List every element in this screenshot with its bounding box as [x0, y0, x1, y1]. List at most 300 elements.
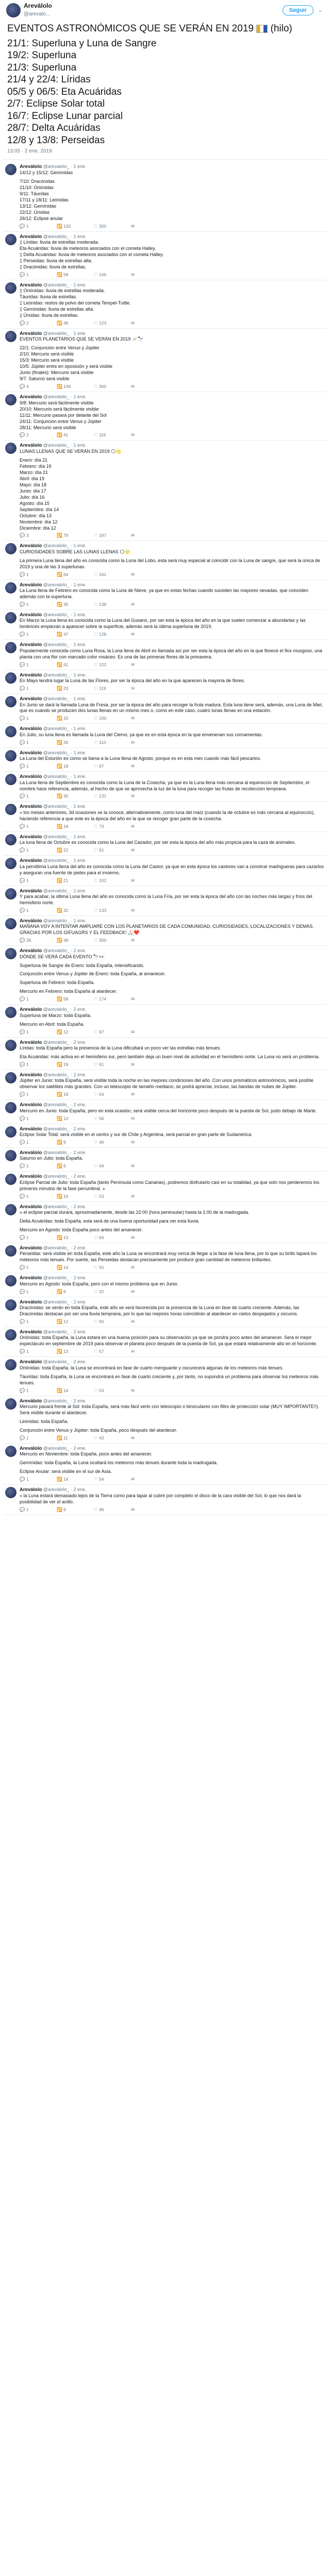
share-icon[interactable]: ✉	[131, 764, 135, 769]
retweet-action[interactable]	[57, 1163, 94, 1169]
retweet-action[interactable]	[57, 1140, 94, 1145]
reply-action[interactable]	[20, 1092, 57, 1097]
like-action[interactable]	[94, 1349, 131, 1354]
reply-icon: 💬	[20, 384, 26, 389]
retweet-action[interactable]	[57, 432, 94, 438]
reply-avatar[interactable]	[5, 696, 16, 707]
reply-avatar[interactable]	[5, 1040, 16, 1051]
reply-avatar[interactable]	[5, 888, 16, 900]
reply-handle-time: @arevalolo_ · 2 ene.	[42, 1398, 87, 1403]
share-icon[interactable]: ✉	[131, 938, 135, 943]
reply-tweet[interactable]	[3, 541, 327, 580]
share-icon[interactable]: ✉	[131, 1265, 135, 1270]
reply-action[interactable]	[20, 793, 57, 799]
author-avatar[interactable]	[6, 3, 21, 18]
like-action[interactable]	[94, 1163, 131, 1169]
like-action[interactable]	[94, 1194, 131, 1199]
reply-action[interactable]	[20, 1319, 57, 1325]
retweet-action[interactable]	[57, 533, 94, 538]
share-icon[interactable]: ✉	[131, 1506, 135, 1512]
reply-action[interactable]	[20, 432, 57, 438]
retweet-action[interactable]	[57, 1289, 94, 1295]
like-action[interactable]	[94, 320, 131, 326]
retweet-action[interactable]	[57, 996, 94, 1002]
retweet-action[interactable]	[57, 572, 94, 578]
reply-tweet[interactable]	[3, 1396, 327, 1444]
retweet-action[interactable]	[57, 938, 94, 943]
reply-tweet[interactable]	[3, 640, 327, 670]
reply-icon: 💬	[20, 602, 26, 607]
retweet-icon: 🔁	[57, 384, 63, 389]
reply-author-name[interactable]: Areválolo	[20, 750, 42, 756]
share-icon[interactable]: ✉	[131, 320, 135, 326]
reply-action[interactable]	[20, 384, 57, 389]
reply-tweet[interactable]	[3, 1070, 327, 1100]
reply-author-name[interactable]: Areválolo	[20, 1204, 42, 1210]
reply-action[interactable]	[20, 1388, 57, 1394]
reply-action[interactable]	[20, 686, 57, 691]
reply-tweet[interactable]	[3, 832, 327, 856]
like-action[interactable]	[94, 848, 131, 853]
reply-count: 2	[26, 432, 29, 438]
reply-avatar[interactable]	[5, 1329, 16, 1341]
like-action[interactable]	[94, 1235, 131, 1241]
retweet-action[interactable]	[57, 686, 94, 691]
reply-text	[20, 756, 324, 762]
reply-author-name[interactable]: Areválolo	[20, 1398, 42, 1404]
retweet-action[interactable]	[57, 908, 94, 913]
reply-author-name[interactable]: Areválolo	[20, 1487, 42, 1493]
reply-action[interactable]	[20, 1477, 57, 1482]
retweet-count: 46	[63, 320, 69, 326]
reply-action[interactable]	[20, 740, 57, 745]
reply-tweet[interactable]	[3, 329, 327, 392]
like-action[interactable]	[94, 878, 131, 884]
reply-author-name[interactable]: Areválolo	[20, 1007, 42, 1013]
share-icon[interactable]: ✉	[131, 1435, 135, 1440]
reply-author-name[interactable]: Areválolo	[20, 834, 42, 840]
like-count: 300	[98, 223, 107, 229]
reply-tweet[interactable]	[3, 1297, 327, 1327]
reply-avatar[interactable]	[5, 1487, 16, 1498]
reply-tweet[interactable]	[3, 1005, 327, 1037]
share-icon[interactable]: ✉	[131, 739, 135, 745]
reply-author-name[interactable]: Areválolo	[20, 804, 42, 810]
reply-text-line: Agosto: día 15	[20, 500, 50, 506]
reply-action[interactable]	[20, 824, 57, 829]
reply-avatar[interactable]	[5, 1126, 16, 1138]
reply-author-name[interactable]: Areválolo	[20, 394, 42, 400]
reply-action[interactable]	[20, 1116, 57, 1122]
share-icon[interactable]: ✉	[131, 1163, 135, 1169]
reply-author-name[interactable]: Areválolo	[20, 543, 42, 549]
reply-tweet[interactable]	[3, 1243, 327, 1273]
reply-text-line: La primera Luna llena del año es conocida como la Luna del Lobo, esta será muy especial al coincidir con la Luna de sangre, que será la única de 2019 y una de las 3 superlunas.	[20, 557, 320, 569]
reply-tweet[interactable]	[3, 1148, 327, 1172]
reply-avatar[interactable]	[5, 282, 16, 294]
like-action[interactable]	[94, 1289, 131, 1295]
like-action[interactable]	[94, 632, 131, 637]
like-action[interactable]	[94, 1388, 131, 1394]
share-icon[interactable]: ✉	[131, 384, 135, 389]
follow-button[interactable]: Seguir	[283, 5, 314, 15]
reply-avatar[interactable]	[5, 394, 16, 405]
share-icon[interactable]: ✉	[131, 793, 135, 799]
share-icon[interactable]: ✉	[131, 571, 135, 577]
reply-action[interactable]	[20, 878, 57, 884]
reply-tweet[interactable]	[3, 1444, 327, 1485]
reply-action[interactable]	[20, 1163, 57, 1169]
retweet-action[interactable]	[57, 272, 94, 278]
retweet-action[interactable]	[57, 1235, 94, 1241]
reply-handle-time: @arevalolo_ · 2 ene.	[42, 1174, 87, 1179]
reply-avatar[interactable]	[5, 672, 16, 684]
share-icon[interactable]: ✉	[131, 1062, 135, 1067]
share-icon[interactable]: ✉	[131, 1289, 135, 1294]
reply-tweet[interactable]	[3, 1124, 327, 1148]
reply-author-name[interactable]: Areválolo	[20, 164, 42, 170]
reply-text-line: 20/10: Mercurio será fácilmente visible	[20, 406, 99, 412]
reply-action[interactable]	[20, 1289, 57, 1295]
reply-author-name[interactable]: Areválolo	[20, 1072, 42, 1078]
reply-meta	[20, 164, 324, 170]
share-icon[interactable]: ✉	[131, 272, 135, 277]
reply-author-name[interactable]: Areválolo	[20, 642, 42, 648]
reply-tweet[interactable]	[3, 1100, 327, 1124]
like-action[interactable]	[94, 272, 131, 278]
reply-action[interactable]	[20, 1235, 57, 1241]
reply-avatar[interactable]	[5, 582, 16, 594]
share-icon[interactable]: ✉	[131, 1319, 135, 1325]
reply-author-name[interactable]: Areválolo	[20, 582, 42, 588]
reply-avatar[interactable]	[5, 443, 16, 454]
reply-tweet[interactable]	[3, 392, 327, 440]
reply-avatar[interactable]	[5, 1072, 16, 1083]
retweet-action[interactable]	[57, 632, 94, 637]
reply-action[interactable]	[20, 1507, 57, 1513]
retweet-action[interactable]	[57, 320, 94, 326]
like-action[interactable]	[94, 602, 131, 607]
retweet-action[interactable]	[57, 1194, 94, 1199]
like-action[interactable]	[94, 1435, 131, 1441]
retweet-action[interactable]	[57, 1477, 94, 1482]
like-icon: ♡	[94, 571, 99, 577]
reply-author-name[interactable]: Areválolo	[20, 858, 42, 864]
reply-handle-time: @arevalolo_ · 2 ene.	[42, 1299, 87, 1304]
reply-text-line: Eclipse Parcial de Julio: toda España (tanto Península como Canarias), podremos disfrutarlo casi en su totalidad, ya que solo nos perderemos los primeros minutos de la fase penumbral. »	[20, 1179, 320, 1191]
like-action[interactable]	[94, 384, 131, 389]
share-icon[interactable]: ✉	[131, 1477, 135, 1482]
share-icon[interactable]: ✉	[131, 1115, 135, 1121]
like-action[interactable]	[94, 824, 131, 829]
reply-avatar[interactable]	[5, 164, 16, 175]
share-icon[interactable]: ✉	[131, 223, 135, 229]
reply-avatar[interactable]	[5, 858, 16, 869]
reply-action[interactable]	[20, 1194, 57, 1199]
reply-meta	[20, 672, 324, 678]
share-icon[interactable]: ✉	[131, 848, 135, 853]
reply-avatar[interactable]	[5, 1398, 16, 1410]
reply-author-name[interactable]: Areválolo	[20, 1039, 42, 1045]
reply-author-name[interactable]: Areválolo	[20, 1245, 42, 1251]
retweet-action[interactable]	[57, 764, 94, 769]
share-icon[interactable]: ✉	[131, 686, 135, 691]
reply-author-name[interactable]: Areválolo	[20, 1126, 42, 1132]
reply-avatar[interactable]	[5, 1007, 16, 1018]
like-action[interactable]	[94, 1029, 131, 1035]
share-icon[interactable]: ✉	[131, 996, 135, 1002]
reply-content	[20, 1150, 324, 1170]
reply-avatar[interactable]	[5, 1204, 16, 1215]
share-icon[interactable]: ✉	[131, 1387, 135, 1393]
reply-action[interactable]	[20, 716, 57, 721]
like-action[interactable]	[94, 740, 131, 745]
share-icon[interactable]: ✉	[131, 602, 135, 607]
retweet-action[interactable]	[57, 1349, 94, 1354]
retweet-action[interactable]	[57, 793, 94, 799]
reply-tweet[interactable]	[3, 280, 327, 329]
retweet-action[interactable]	[57, 740, 94, 745]
reply-action[interactable]	[20, 1435, 57, 1441]
retweet-action[interactable]	[57, 662, 94, 668]
reply-tweet[interactable]	[3, 440, 327, 541]
share-icon[interactable]: ✉	[131, 907, 135, 913]
reply-tweet[interactable]	[3, 1038, 327, 1070]
retweet-action[interactable]	[57, 1388, 94, 1394]
reply-action[interactable]	[20, 1140, 57, 1145]
reply-tweet[interactable]	[3, 1202, 327, 1243]
retweet-action[interactable]	[57, 716, 94, 721]
reply-avatar[interactable]	[5, 1359, 16, 1370]
reply-action[interactable]	[20, 1265, 57, 1270]
reply-text	[20, 924, 324, 936]
author-name-block[interactable]	[24, 3, 283, 18]
reply-action[interactable]	[20, 602, 57, 607]
share-icon[interactable]: ✉	[131, 632, 135, 637]
reply-author-name[interactable]: Areválolo	[20, 1102, 42, 1108]
share-icon[interactable]: ✉	[131, 533, 135, 538]
reply-action[interactable]	[20, 320, 57, 326]
reply-avatar[interactable]	[5, 726, 16, 737]
reply-action[interactable]	[20, 272, 57, 278]
reply-author-name[interactable]: Areválolo	[20, 672, 42, 678]
reply-author-name[interactable]: Areválolo	[20, 726, 42, 732]
like-action[interactable]	[94, 716, 131, 721]
like-action[interactable]	[94, 1507, 131, 1513]
retweet-action[interactable]	[57, 1319, 94, 1325]
reply-avatar[interactable]	[5, 234, 16, 245]
like-count: 54	[98, 1477, 104, 1482]
share-icon[interactable]: ✉	[131, 823, 135, 829]
reply-avatar[interactable]	[5, 804, 16, 815]
reply-avatar[interactable]	[5, 774, 16, 785]
share-icon[interactable]: ✉	[131, 1193, 135, 1199]
reply-author-name[interactable]: Areválolo	[20, 1329, 42, 1335]
reply-handle-time: @arevalolo_ · 1 ene.	[42, 642, 87, 648]
reply-tweet[interactable]	[3, 232, 327, 280]
reply-avatar[interactable]	[5, 1299, 16, 1311]
retweet-action[interactable]	[57, 848, 94, 853]
reply-author-name[interactable]: Areválolo	[20, 443, 42, 449]
like-action[interactable]	[94, 662, 131, 668]
share-icon[interactable]: ✉	[131, 1029, 135, 1035]
reply-author-name[interactable]: Areválolo	[20, 1275, 42, 1281]
chevron-down-icon[interactable]: ⌄	[318, 7, 323, 13]
reply-tweet[interactable]	[3, 856, 327, 886]
reply-avatar[interactable]	[5, 918, 16, 929]
reply-tweet[interactable]	[3, 580, 327, 610]
reply-author-name[interactable]: Areválolo	[20, 331, 42, 337]
retweet-action[interactable]	[57, 602, 94, 607]
reply-action[interactable]	[20, 848, 57, 853]
reply-author-name[interactable]: Areválolo	[20, 888, 42, 894]
reply-author-name[interactable]: Areválolo	[20, 774, 42, 780]
reply-avatar[interactable]	[5, 543, 16, 554]
reply-tweet[interactable]	[3, 162, 327, 231]
reply-tweet[interactable]	[3, 1273, 327, 1297]
reply-avatar[interactable]	[5, 1150, 16, 1161]
retweet-icon: 🔁	[57, 223, 63, 229]
reply-avatar[interactable]	[5, 1102, 16, 1113]
reply-tweet[interactable]	[3, 1172, 327, 1201]
share-icon[interactable]: ✉	[131, 1092, 135, 1097]
reply-author-name[interactable]: Areválolo	[20, 696, 42, 702]
reply-actions	[20, 1092, 324, 1097]
reply-tweet[interactable]	[3, 772, 327, 802]
retweet-action[interactable]	[57, 1029, 94, 1035]
like-action[interactable]	[94, 764, 131, 769]
main-tweet-timestamp[interactable]: 13:05 · 2 ene. 2019	[7, 148, 52, 155]
like-count: 123	[98, 320, 107, 326]
retweet-action[interactable]	[57, 224, 94, 229]
reply-handle-time: @arevalolo_ · 2 ene.	[42, 1359, 87, 1365]
retweet-action[interactable]	[57, 1507, 94, 1513]
like-action[interactable]	[94, 1265, 131, 1270]
reply-tweet[interactable]	[3, 748, 327, 772]
like-count: 300	[98, 384, 107, 389]
reply-action[interactable]	[20, 764, 57, 769]
reply-author-name[interactable]: Areválolo	[20, 948, 42, 954]
reply-action[interactable]	[20, 572, 57, 578]
reply-action[interactable]	[20, 996, 57, 1002]
share-icon[interactable]: ✉	[131, 1235, 135, 1241]
reply-action[interactable]	[20, 938, 57, 943]
like-count: 174	[98, 996, 107, 1002]
like-action[interactable]	[94, 996, 131, 1002]
like-action[interactable]	[94, 938, 131, 943]
reply-count: 1	[26, 1435, 29, 1440]
reply-avatar[interactable]	[5, 1446, 16, 1457]
reply-tweet[interactable]	[3, 946, 327, 1005]
reply-avatar[interactable]	[5, 1245, 16, 1257]
reply-tweet[interactable]	[3, 1357, 327, 1396]
reply-avatar[interactable]	[5, 1275, 16, 1286]
share-icon[interactable]: ✉	[131, 1140, 135, 1145]
reply-author-name[interactable]: Areválolo	[20, 1445, 42, 1451]
retweet-action[interactable]	[57, 1265, 94, 1270]
reply-avatar[interactable]	[5, 331, 16, 342]
like-action[interactable]	[94, 1116, 131, 1122]
reply-action[interactable]	[20, 1029, 57, 1035]
reply-author-name[interactable]: Areválolo	[20, 1359, 42, 1365]
reply-author-name[interactable]: Areválolo	[20, 918, 42, 924]
reply-tweet[interactable]	[3, 916, 327, 946]
reply-action[interactable]	[20, 224, 57, 229]
reply-avatar[interactable]	[5, 750, 16, 761]
reply-avatar[interactable]	[5, 834, 16, 845]
reply-actions	[20, 632, 324, 637]
like-count: 138	[98, 602, 107, 607]
reply-tweet[interactable]	[3, 670, 327, 694]
reply-author-name[interactable]: Areválolo	[20, 282, 42, 288]
reply-author-name[interactable]: Areválolo	[20, 1150, 42, 1156]
like-action[interactable]	[94, 224, 131, 229]
like-action[interactable]	[94, 908, 131, 913]
retweet-action[interactable]	[57, 1116, 94, 1122]
retweet-count: 30	[63, 793, 69, 799]
reply-tweet[interactable]	[3, 886, 327, 916]
share-icon[interactable]: ✉	[131, 432, 135, 438]
reply-author-name[interactable]: Areválolo	[20, 1174, 42, 1180]
reply-action[interactable]	[20, 908, 57, 913]
like-action[interactable]	[94, 1062, 131, 1067]
like-action[interactable]	[94, 686, 131, 691]
reply-action[interactable]	[20, 1062, 57, 1067]
reply-author-name[interactable]: Areválolo	[20, 612, 42, 618]
like-action[interactable]	[94, 1477, 131, 1482]
reply-tweet[interactable]	[3, 724, 327, 748]
share-icon[interactable]: ✉	[131, 1349, 135, 1354]
like-action[interactable]	[94, 572, 131, 578]
retweet-action[interactable]	[57, 1062, 94, 1067]
share-icon[interactable]: ✉	[131, 716, 135, 721]
retweet-action[interactable]	[57, 1092, 94, 1097]
retweet-action[interactable]	[57, 824, 94, 829]
reply-avatar[interactable]	[5, 1174, 16, 1185]
reply-tweet[interactable]	[3, 802, 327, 832]
reply-action[interactable]	[20, 662, 57, 668]
like-action[interactable]	[94, 432, 131, 438]
reply-action[interactable]	[20, 1349, 57, 1354]
like-action[interactable]	[94, 1140, 131, 1145]
share-icon[interactable]: ✉	[131, 662, 135, 667]
reply-action[interactable]	[20, 632, 57, 637]
reply-content	[20, 918, 324, 944]
reply-avatar[interactable]	[5, 948, 16, 959]
like-action[interactable]	[94, 1319, 131, 1325]
reply-tweet[interactable]	[3, 610, 327, 640]
reply-avatar[interactable]	[5, 612, 16, 623]
share-icon[interactable]: ✉	[131, 877, 135, 883]
retweet-action[interactable]	[57, 1435, 94, 1441]
like-action[interactable]	[94, 533, 131, 538]
reply-avatar[interactable]	[5, 642, 16, 653]
reply-tweet[interactable]	[3, 694, 327, 724]
main-tweet-line: 05/5 y 06/5: Eta Acuáridas	[7, 86, 122, 97]
reply-meta	[20, 1359, 324, 1365]
retweet-count: 22	[63, 848, 69, 853]
reply-author-name[interactable]: Areválolo	[20, 1299, 42, 1305]
reply-action[interactable]	[20, 533, 57, 538]
reply-tweet[interactable]	[3, 1327, 327, 1357]
retweet-action[interactable]	[57, 384, 94, 389]
like-count: 46	[98, 1140, 104, 1145]
reply-author-name[interactable]: Areválolo	[20, 233, 42, 240]
like-action[interactable]	[94, 1092, 131, 1097]
retweet-action[interactable]	[57, 878, 94, 884]
like-action[interactable]	[94, 793, 131, 799]
reply-tweet[interactable]	[3, 1485, 327, 1515]
